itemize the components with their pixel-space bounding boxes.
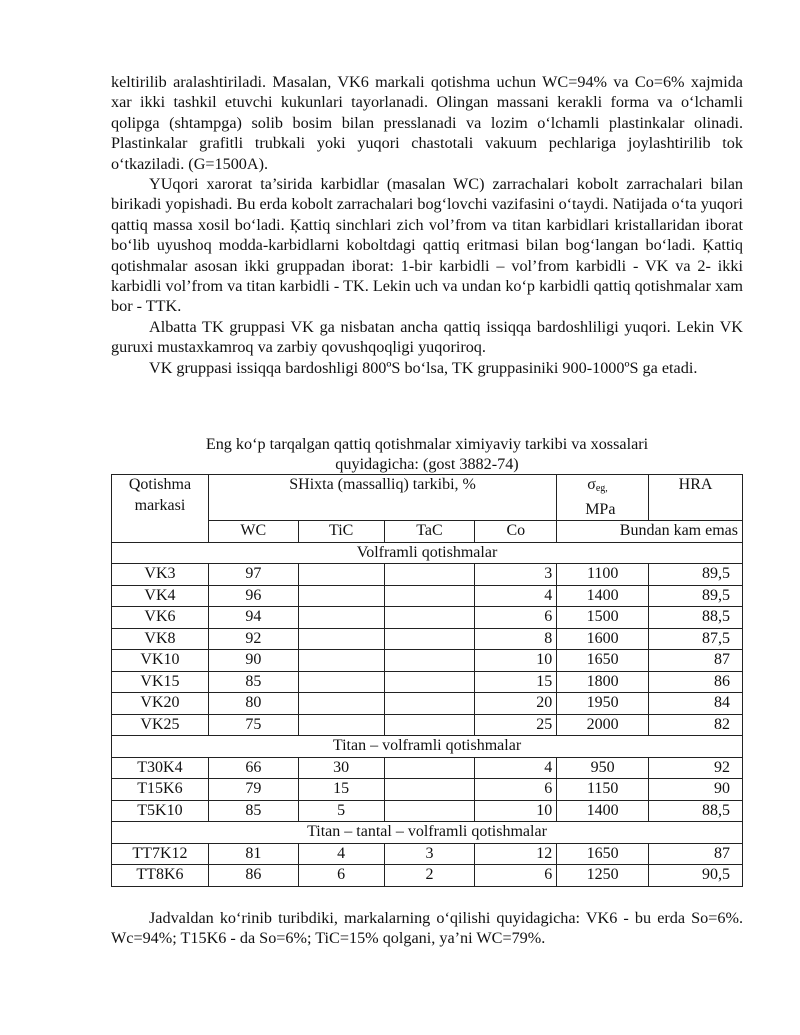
cell-hra: 86 [649, 671, 743, 693]
table-group-row [112, 822, 743, 844]
table-row [112, 779, 743, 801]
cell-hra: 87,5 [649, 628, 743, 650]
cell-tac: 2 [384, 865, 475, 887]
cell-tic: 5 [298, 800, 384, 822]
cell-sigma: 1150 [557, 779, 649, 801]
cell-grade: T30K4 [112, 757, 209, 779]
cell-grade: TT7K12 [112, 843, 209, 865]
table-row [112, 843, 743, 865]
cell-tac [384, 714, 475, 736]
cell-tac [384, 564, 475, 586]
cell-tic [298, 628, 384, 650]
table-row [112, 693, 743, 715]
cell-tic [298, 714, 384, 736]
header-tac: TaC [384, 521, 475, 543]
alloy-table [111, 474, 743, 887]
cell-wc: 94 [208, 607, 298, 629]
cell-tac [384, 779, 475, 801]
cell-grade: T5K10 [112, 800, 209, 822]
header-sigma [557, 475, 649, 521]
cell-sigma: 1250 [557, 865, 649, 887]
cell-tac [384, 607, 475, 629]
table-body [112, 542, 743, 886]
paragraph-closing: Jadvaldan ko‘rinib turibdiki, markalarning o‘qilishi quyidagicha: VK6 - bu erda So=6%. Wc=94%; T15K6 - da So=6%; TiC=15% qolgani, ya’ni WC=79%. [111, 909, 743, 948]
table-row [112, 564, 743, 586]
cell-hra: 88,5 [649, 800, 743, 822]
header-co: Co [475, 521, 557, 543]
cell-co: 6 [475, 607, 557, 629]
table-row [112, 671, 743, 693]
cell-tic [298, 671, 384, 693]
cell-tac [384, 628, 475, 650]
paragraph-intro: keltirilib aralashtiriladi. Masalan, VK6 markali qotishma uchun WC=94% va Co=6% xajmida xar ikki tashkil etuvchi kukunlari tayorlanadi. Olingan massani kerakli forma va o‘lchamli qolipga (shtampga) solib bosim bilan presslanadi va lozim o‘lchamli plastinkalar olinadi. Plastinkalar grafitli trubkali yoki yuqori chastotali vakuum pechlariga joylashtirilib tok o‘tkaziladi. (G=1500A). [111, 73, 743, 173]
cell-grade: VK3 [112, 564, 209, 586]
cell-grade: VK20 [112, 693, 209, 715]
cell-sigma: 2000 [557, 714, 649, 736]
cell-sigma: 950 [557, 757, 649, 779]
sigma-subscript: eg, [595, 483, 608, 494]
header-hra: HRA [649, 475, 743, 521]
cell-grade: TT8K6 [112, 865, 209, 887]
cell-wc: 97 [208, 564, 298, 586]
cell-wc: 80 [208, 693, 298, 715]
cell-tac [384, 650, 475, 672]
table-caption-line-1: Eng ko‘p tarqalgan qattiq qotishmalar ximiyaviy tarkibi va xossalari [205, 435, 649, 453]
header-composition: SHixta (massalliq) tarkibi, % [208, 475, 556, 521]
cell-hra: 88,5 [649, 607, 743, 629]
cell-wc: 85 [208, 800, 298, 822]
cell-sigma: 1650 [557, 650, 649, 672]
table-group-row [112, 736, 743, 758]
table-row [112, 714, 743, 736]
cell-tic [298, 607, 384, 629]
body-text [111, 72, 743, 378]
paragraph-comparison: Albatta TK gruppasi VK ga nisbatan ancha qattiq issiqqa bardoshliligi yuqori. Lekin VK guruxi mustaxkamroq va zarbiy qovushqoqligi yuqoriroq. [111, 317, 743, 357]
group-title: Titan – tantal – volframli qotishmalar [112, 822, 743, 844]
cell-tic [298, 585, 384, 607]
cell-hra: 84 [649, 693, 743, 715]
cell-tic: 4 [298, 843, 384, 865]
header-tic: TiC [298, 521, 384, 543]
cell-co: 4 [475, 757, 557, 779]
cell-wc: 92 [208, 628, 298, 650]
cell-hra: 89,5 [649, 585, 743, 607]
cell-hra: 87 [649, 843, 743, 865]
cell-hra: 92 [649, 757, 743, 779]
cell-co: 6 [475, 865, 557, 887]
cell-wc: 96 [208, 585, 298, 607]
cell-tic [298, 564, 384, 586]
cell-tic: 6 [298, 865, 384, 887]
cell-tic [298, 693, 384, 715]
cell-tac [384, 585, 475, 607]
header-wc: WC [208, 521, 298, 543]
cell-wc: 90 [208, 650, 298, 672]
table-row [112, 865, 743, 887]
cell-sigma: 1600 [557, 628, 649, 650]
table-row [112, 757, 743, 779]
table-caption-line-2: quyidagicha: (gost 3882-74) [335, 455, 519, 473]
cell-grade: VK15 [112, 671, 209, 693]
header-grade: Qotishma markasi [112, 475, 209, 543]
paragraph-carbides: YUqori xarorat ta’sirida karbidlar (masalan WC) zarrachalari kobolt zarrachalari bilan birikadi yopishadi. Bu erda kobolt zarrachalari bog‘lovchi vazifasini o‘taydi. Natijada o‘ta yuqori qattiq massa xosil bo‘ladi. Ķattiq sinchlari zich vol’from va titan karbidlari kristallaridan iborat bo‘lib uyushoq modda-karbidlarni koboltdagi qattiq eritmasi bilan bog‘langan bo‘ladi. Ķattiq qotishmalar asosan ikki gruppadan iborat: 1-bir karbidli – vol’from karbidli - VK va 2- ikki karbidli vol’from va titan karbidli - TK. Lekin uch va undan ko‘p karbidli qattiq qotishmalar xam bor - TTK. [111, 175, 743, 316]
closing-text [111, 908, 743, 949]
cell-co: 8 [475, 628, 557, 650]
table-row [112, 650, 743, 672]
cell-wc: 79 [208, 779, 298, 801]
cell-hra: 82 [649, 714, 743, 736]
header-min-note: Bundan kam emas [557, 521, 743, 543]
table-row [112, 800, 743, 822]
cell-tac [384, 671, 475, 693]
cell-hra: 90,5 [649, 865, 743, 887]
cell-sigma: 1650 [557, 843, 649, 865]
cell-wc: 66 [208, 757, 298, 779]
cell-tic [298, 650, 384, 672]
cell-tac [384, 800, 475, 822]
cell-wc: 75 [208, 714, 298, 736]
cell-co: 6 [475, 779, 557, 801]
cell-tic: 30 [298, 757, 384, 779]
cell-co: 3 [475, 564, 557, 586]
cell-tic: 15 [298, 779, 384, 801]
cell-grade: VK8 [112, 628, 209, 650]
cell-sigma: 1400 [557, 585, 649, 607]
cell-wc: 81 [208, 843, 298, 865]
group-title: Volframli qotishmalar [112, 542, 743, 564]
cell-grade: VK6 [112, 607, 209, 629]
table-group-row [112, 542, 743, 564]
cell-grade: VK25 [112, 714, 209, 736]
cell-co: 15 [475, 671, 557, 693]
cell-co: 20 [475, 693, 557, 715]
cell-wc: 86 [208, 865, 298, 887]
group-title: Titan – volframli qotishmalar [112, 736, 743, 758]
table-row [112, 585, 743, 607]
table-row [112, 607, 743, 629]
cell-wc: 85 [208, 671, 298, 693]
table-row [112, 628, 743, 650]
cell-grade: T15K6 [112, 779, 209, 801]
sigma-unit: MPa [585, 500, 616, 518]
cell-co: 12 [475, 843, 557, 865]
cell-sigma: 1800 [557, 671, 649, 693]
cell-co: 10 [475, 800, 557, 822]
cell-sigma: 1950 [557, 693, 649, 715]
cell-sigma: 1500 [557, 607, 649, 629]
cell-co: 10 [475, 650, 557, 672]
cell-co: 25 [475, 714, 557, 736]
cell-tac [384, 693, 475, 715]
cell-co: 4 [475, 585, 557, 607]
cell-sigma: 1100 [557, 564, 649, 586]
table-header-row-1 [112, 475, 743, 521]
cell-tac: 3 [384, 843, 475, 865]
sigma-symbol: σ [587, 476, 596, 493]
cell-hra: 90 [649, 779, 743, 801]
cell-hra: 89,5 [649, 564, 743, 586]
cell-tac [384, 757, 475, 779]
cell-hra: 87 [649, 650, 743, 672]
cell-grade: VK4 [112, 585, 209, 607]
paragraph-heat-resistance: VK gruppasi issiqqa bardoshligi 800ºS bo‘lsa, TK gruppasiniki 900-1000ºS ga etadi. [149, 358, 698, 377]
cell-sigma: 1400 [557, 800, 649, 822]
cell-grade: VK10 [112, 650, 209, 672]
